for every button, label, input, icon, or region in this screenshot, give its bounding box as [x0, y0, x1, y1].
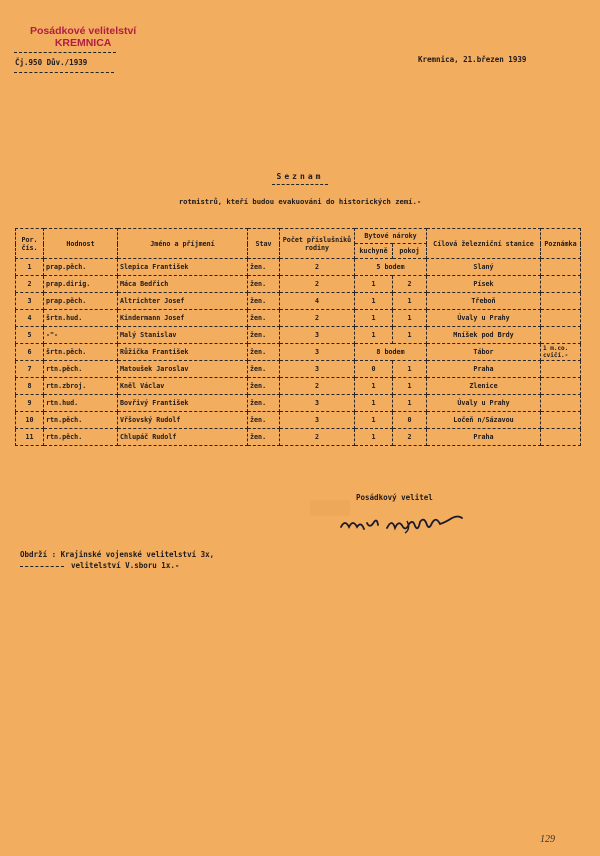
table-row: [16, 276, 581, 293]
cell-destination: Mníšek pod Brdy: [427, 327, 541, 344]
header-kitchen: kuchyně: [355, 244, 393, 259]
cell-kitchen: 1: [355, 276, 393, 293]
cell-name: Máca Bedřich: [118, 276, 248, 293]
cell-room: 1: [393, 293, 427, 310]
cell-family: 3: [280, 412, 355, 429]
table-row: [16, 429, 581, 446]
table-row: [16, 293, 581, 310]
header-rank: Hodnost: [44, 229, 118, 259]
table-row: [16, 395, 581, 412]
cell-family: 2: [280, 310, 355, 327]
cell-number: 11: [16, 429, 44, 446]
cell-note: [541, 412, 581, 429]
table-row: [16, 378, 581, 395]
cell-housing-merged: 5 bodem: [355, 259, 427, 276]
cell-name: Vřšovský Rudolf: [118, 412, 248, 429]
cell-name: Růžička František: [118, 344, 248, 361]
header-note: Poznámka: [541, 229, 581, 259]
cell-room: 1: [393, 378, 427, 395]
cell-destination: Třeboň: [427, 293, 541, 310]
cell-destination: Ločeň n/Sázavou: [427, 412, 541, 429]
cell-room: 1: [393, 361, 427, 378]
office-stamp: [30, 25, 136, 49]
place-and-date: Kremnica, 21.březen 1939: [418, 55, 527, 64]
cell-status: žen.: [248, 344, 280, 361]
cell-note: [541, 259, 581, 276]
header-housing: Bytové nároky: [355, 229, 427, 244]
cell-number: 10: [16, 412, 44, 429]
cell-number: 7: [16, 361, 44, 378]
cell-name: Kindermann Josef: [118, 310, 248, 327]
table-row: [16, 310, 581, 327]
cell-name: Slepica František: [118, 259, 248, 276]
cell-kitchen: 1: [355, 378, 393, 395]
cell-kitchen: 1: [355, 395, 393, 412]
distribution-line-1: Obdrží : Krajinské vojenské velitelství 3x,: [20, 550, 215, 559]
cell-name: Altrichter Josef: [118, 293, 248, 310]
cell-rank: prap.dirig.: [44, 276, 118, 293]
cell-number: 4: [16, 310, 44, 327]
table-row: [16, 344, 581, 361]
cell-destination: Písek: [427, 276, 541, 293]
page-number: 129: [540, 834, 555, 845]
cell-number: 8: [16, 378, 44, 395]
cell-name: Chlupáč Rudolf: [118, 429, 248, 446]
cell-rank: šrtn.pěch.: [44, 344, 118, 361]
cell-room: 0: [393, 412, 427, 429]
cell-family: 3: [280, 395, 355, 412]
table-row: [16, 327, 581, 344]
stamp-underline: [14, 52, 116, 53]
stamp-line-2: KREMNICA: [54, 37, 112, 49]
cell-kitchen: 1: [355, 412, 393, 429]
cell-family: 2: [280, 276, 355, 293]
cell-note: 1 m.co. cvičí.-: [541, 344, 581, 361]
cell-kitchen: 1: [355, 293, 393, 310]
cell-rank: šrtn.hud.: [44, 310, 118, 327]
cell-number: 9: [16, 395, 44, 412]
header-family: Počet příslušníků rodiny: [280, 229, 355, 259]
evacuation-table: [15, 228, 581, 446]
reference-underline: [14, 72, 114, 73]
cell-status: žen.: [248, 276, 280, 293]
cell-kitchen: 1: [355, 429, 393, 446]
cell-family: 3: [280, 344, 355, 361]
cell-note: [541, 361, 581, 378]
cell-note: [541, 293, 581, 310]
cell-destination: Tábor: [427, 344, 541, 361]
cell-housing-merged: 8 bodem: [355, 344, 427, 361]
cell-status: žen.: [248, 361, 280, 378]
cell-kitchen: 1: [355, 310, 393, 327]
document-subtitle: rotmistrů, kteří budou evakuováni do historických zemí.-: [178, 197, 422, 206]
cell-kitchen: 1: [355, 327, 393, 344]
table-row: [16, 412, 581, 429]
cell-status: žen.: [248, 378, 280, 395]
cell-rank: -"-: [44, 327, 118, 344]
cell-number: 6: [16, 344, 44, 361]
cell-room: 1: [393, 327, 427, 344]
cell-note: [541, 395, 581, 412]
cell-status: žen.: [248, 412, 280, 429]
cell-rank: rtn.zbroj.: [44, 378, 118, 395]
cell-name: Kněl Václav: [118, 378, 248, 395]
cell-family: 2: [280, 378, 355, 395]
cell-family: 2: [280, 259, 355, 276]
handwritten-signature: [339, 513, 509, 535]
cell-destination: Úvaly u Prahy: [427, 310, 541, 327]
cell-rank: rtn.pěch.: [44, 429, 118, 446]
cell-room: 1: [393, 310, 427, 327]
cell-name: Bovřivý František: [118, 395, 248, 412]
cell-note: [541, 429, 581, 446]
cell-status: žen.: [248, 327, 280, 344]
cell-family: 4: [280, 293, 355, 310]
cell-status: žen.: [248, 293, 280, 310]
cell-family: 3: [280, 361, 355, 378]
cell-rank: rtn.pěch.: [44, 361, 118, 378]
cell-note: [541, 310, 581, 327]
cell-family: 3: [280, 327, 355, 344]
cell-rank: prap.pěch.: [44, 259, 118, 276]
cell-note: [541, 276, 581, 293]
table-row: [16, 259, 581, 276]
cell-rank: rtn.hud.: [44, 395, 118, 412]
cell-status: žen.: [248, 429, 280, 446]
cell-note: [541, 378, 581, 395]
cell-destination: Úvaly u Prahy: [427, 395, 541, 412]
cell-room: 2: [393, 429, 427, 446]
cell-status: žen.: [248, 259, 280, 276]
cell-rank: prap.pěch.: [44, 293, 118, 310]
cell-number: 2: [16, 276, 44, 293]
cell-family: 2: [280, 429, 355, 446]
cell-status: žen.: [248, 310, 280, 327]
cell-destination: Slaný: [427, 259, 541, 276]
cell-kitchen: 0: [355, 361, 393, 378]
distribution-line-2: velitelství V.sboru 1x.-: [71, 561, 180, 570]
cell-number: 1: [16, 259, 44, 276]
cell-room: 1: [393, 395, 427, 412]
cell-number: 3: [16, 293, 44, 310]
cell-destination: Praha: [427, 361, 541, 378]
cell-rank: rtn.pěch.: [44, 412, 118, 429]
table-row: [16, 361, 581, 378]
distribution-dash: [20, 566, 64, 567]
header-name: Jméno a příjmení: [118, 229, 248, 259]
title-underline: [272, 184, 328, 185]
cell-status: žen.: [248, 395, 280, 412]
cell-note: [541, 327, 581, 344]
cell-destination: Zlenice: [427, 378, 541, 395]
header-destination: Cílová železniční stanice: [427, 229, 541, 259]
stamp-line-1: Posádkové velitelství: [30, 25, 137, 37]
signature-title: Posádkový velitel: [356, 493, 433, 502]
document-title: Seznam: [276, 172, 324, 181]
cell-room: 2: [393, 276, 427, 293]
header-status: Stav: [248, 229, 280, 259]
cell-number: 5: [16, 327, 44, 344]
reference-number: Čj.950 Dův./1939: [15, 58, 88, 67]
cell-name: Matoušek Jaroslav: [118, 361, 248, 378]
cell-destination: Praha: [427, 429, 541, 446]
header-number: Por. čís.: [16, 229, 44, 259]
header-room: pokoj: [393, 244, 427, 259]
cell-name: Malý Stanislav: [118, 327, 248, 344]
